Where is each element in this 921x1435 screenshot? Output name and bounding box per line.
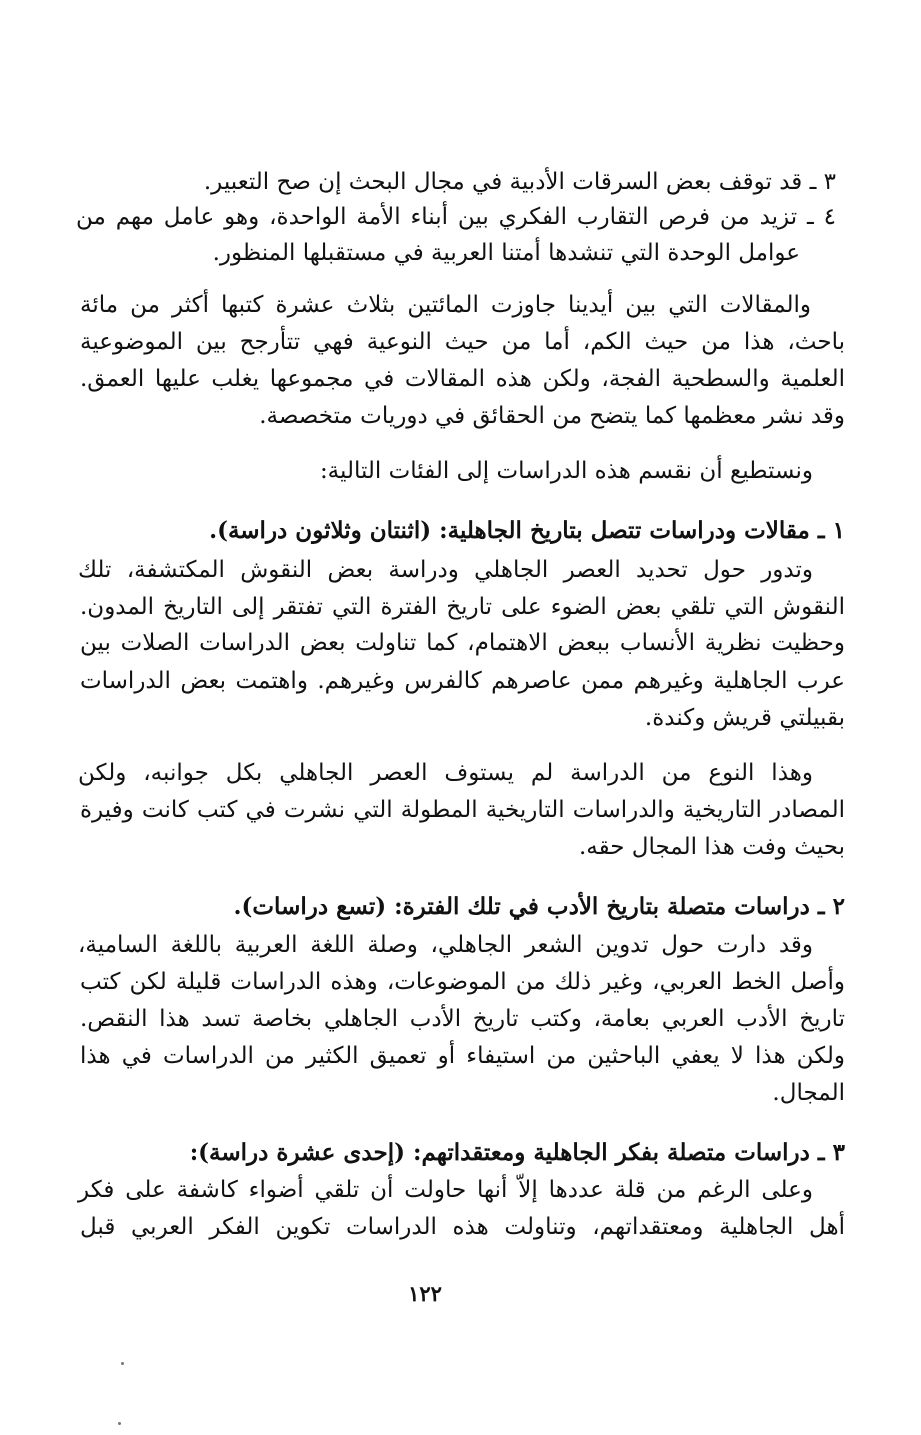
section-3-paragraph-line-1: وعلى الرغم من قلة عددها إلاّ أنها حاولت أن تلقي أضواء كاشفة على فكر [78, 1177, 813, 1203]
scan-speck [118, 1422, 121, 1425]
page-number: ١٢٢ [408, 1281, 442, 1306]
section-1-note-line-1: وهذا النوع من الدراسة لم يستوف العصر الجاهلي بكل جوانبه، ولكن [78, 760, 813, 786]
paragraph-articles-line-3: العلمية والسطحية الفجة، ولكن هذه المقالات في مجموعها يغلب عليها العمق. [80, 366, 845, 392]
section-heading-2: ٢ ـ دراسات متصلة بتاريخ الأدب في تلك الفترة: (تسع دراسات). [233, 893, 845, 920]
section-1-note-line-3: بحيث وفت هذا المجال حقه. [578, 834, 845, 860]
list-item-4-line-1: ٤ ـ تزيد من فرص التقارب الفكري بين أبناء الأمة الواحدة، وهو عامل مهم من [76, 204, 836, 230]
paragraph-articles-line-4: وقد نشر معظمها كما يتضح من الحقائق في دوريات متخصصة. [259, 403, 845, 429]
section-1-paragraph-line-4: عرب الجاهلية وغيرهم ممن عاصرهم كالفرس وغيرهم. واهتمت بعض الدراسات [80, 668, 845, 694]
section-heading-3: ٣ ـ دراسات متصلة بفكر الجاهلية ومعتقداتهم: (إحدى عشرة دراسة): [189, 1139, 845, 1166]
section-2-paragraph-line-4: ولكن هذا لا يعفي الباحثين من استيفاء أو تعميق الكثير من الدراسات في هذا [80, 1043, 845, 1069]
section-1-paragraph-line-1: وتدور حول تحديد العصر الجاهلي ودراسة بعض النقوش المكتشفة، تلك [78, 557, 813, 583]
section-2-paragraph-line-5: المجال. [772, 1080, 845, 1106]
scan-speck [121, 1362, 124, 1365]
list-item-3-line-1: ٣ ـ قد توقف بعض السرقات الأدبية في مجال البحث إن صح التعبير. [203, 169, 836, 195]
section-1-note-line-2: المصادر التاريخية والدراسات التاريخية المطولة التي نشرت في كتب كانت وفيرة [80, 797, 845, 823]
paragraph-articles-line-2: باحث، هذا من حيث الكم، أما من حيث النوعية فهي تتأرجح بين الموضوعية [80, 329, 845, 355]
list-item-4-line-2: عوامل الوحدة التي تنشدها أمتنا العربية في مستقبلها المنظور. [212, 240, 800, 266]
section-2-paragraph-line-2: وأصل الخط العربي، وغير ذلك من الموضوعات، وهذه الدراسات قليلة لكن كتب [80, 969, 845, 995]
section-1-paragraph-line-2: النقوش التي تلقي بعض الضوء على تاريخ الفترة التي تفتقر إلى التاريخ المدون. [80, 594, 845, 620]
paragraph-articles-line-1: والمقالات التي بين أيدينا جاوزت المائتين بثلاث عشرة كتبها أكثر من مائة [80, 292, 811, 318]
section-2-paragraph-line-3: تاريخ الأدب العربي بعامة، وكتب تاريخ الأدب الجاهلي بخاصة تسد هذا النقص. [80, 1006, 845, 1032]
section-2-paragraph-line-1: وقد دارت حول تدوين الشعر الجاهلي، وصلة اللغة العربية باللغة السامية، [78, 932, 813, 958]
section-3-paragraph-line-2: أهل الجاهلية ومعتقداتهم، وتناولت هذه الدراسات تكوين الفكر العربي قبل [80, 1214, 845, 1240]
section-1-paragraph-line-5: بقبيلتي قريش وكندة. [644, 705, 845, 731]
section-heading-1: ١ ـ مقالات ودراسات تتصل بتاريخ الجاهلية: (اثنتان وثلاثون دراسة). [209, 517, 845, 544]
paragraph-categories-intro: ونستطيع أن نقسم هذه الدراسات إلى الفئات التالية: [319, 458, 813, 484]
section-1-paragraph-line-3: وحظيت نظرية الأنساب ببعض الاهتمام، كما تناولت بعض الدراسات الصلات بين [80, 630, 845, 656]
